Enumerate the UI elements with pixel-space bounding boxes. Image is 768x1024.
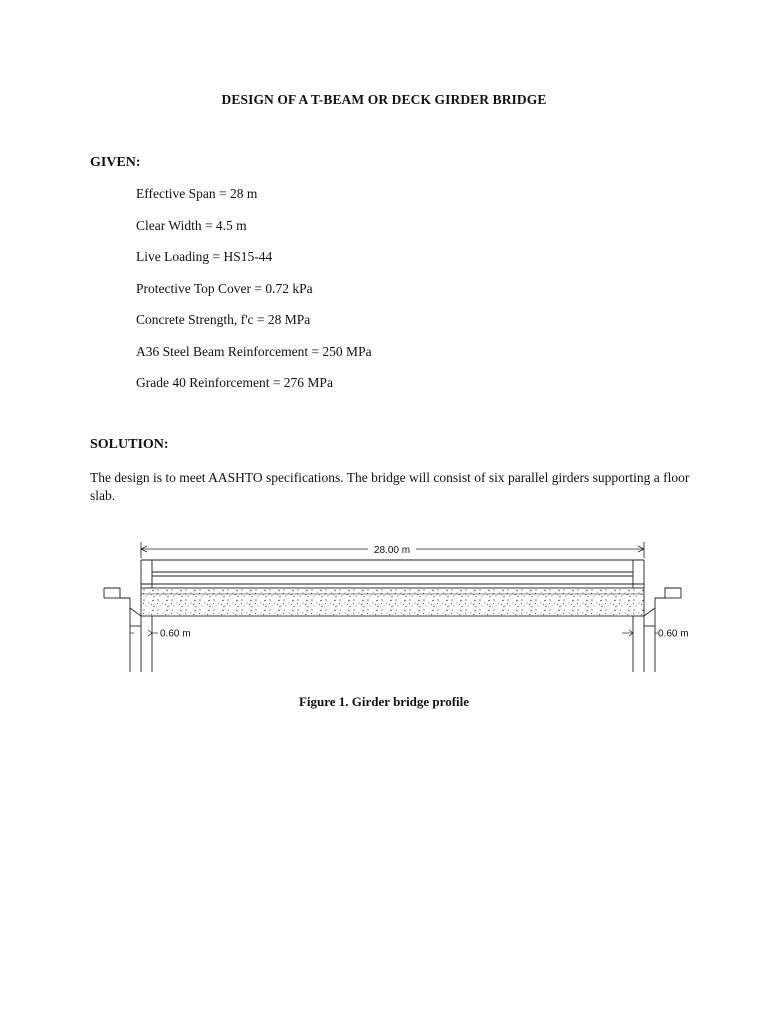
figure-caption: Figure 1. Girder bridge profile	[298, 694, 470, 709]
girder-bridge-figure	[100, 538, 690, 678]
bridge-railing	[141, 560, 644, 588]
given-list	[136, 186, 372, 407]
given-item-steel-beam: A36 Steel Beam Reinforcement = 250 MPa	[136, 343, 372, 359]
given-item-live-loading: Live Loading = HS15-44	[136, 249, 273, 264]
right-support-label: 0.60 m	[658, 628, 689, 640]
right-support-dimension	[622, 630, 658, 636]
given-item-grade-40: Grade 40 Reinforcement = 276 MPa	[136, 375, 333, 390]
given-item-concrete-strength: Concrete Strength, f'c = 28 MPa	[136, 312, 311, 327]
given-heading: GIVEN:	[90, 155, 141, 170]
deck-slab	[141, 588, 644, 616]
given-item-clear-width: Clear Width = 4.5 m	[136, 217, 247, 233]
solution-heading: SOLUTION:	[90, 437, 169, 452]
bridge-profile-drawing	[100, 538, 690, 678]
left-support-label: 0.60 m	[160, 628, 191, 640]
span-label: 28.00 m	[373, 545, 411, 556]
solution-paragraph: The design is to meet AASHTO specifications. The bridge will consist of six parallel girders supporting a floor slab.	[90, 470, 690, 503]
given-item-top-cover: Protective Top Cover = 0.72 kPa	[136, 280, 313, 296]
document-title: DESIGN OF A T-BEAM OR DECK GIRDER BRIDGE	[221, 92, 547, 107]
given-item-effective-span: Effective Span = 28 m	[136, 186, 258, 201]
left-support-dimension	[130, 630, 158, 636]
